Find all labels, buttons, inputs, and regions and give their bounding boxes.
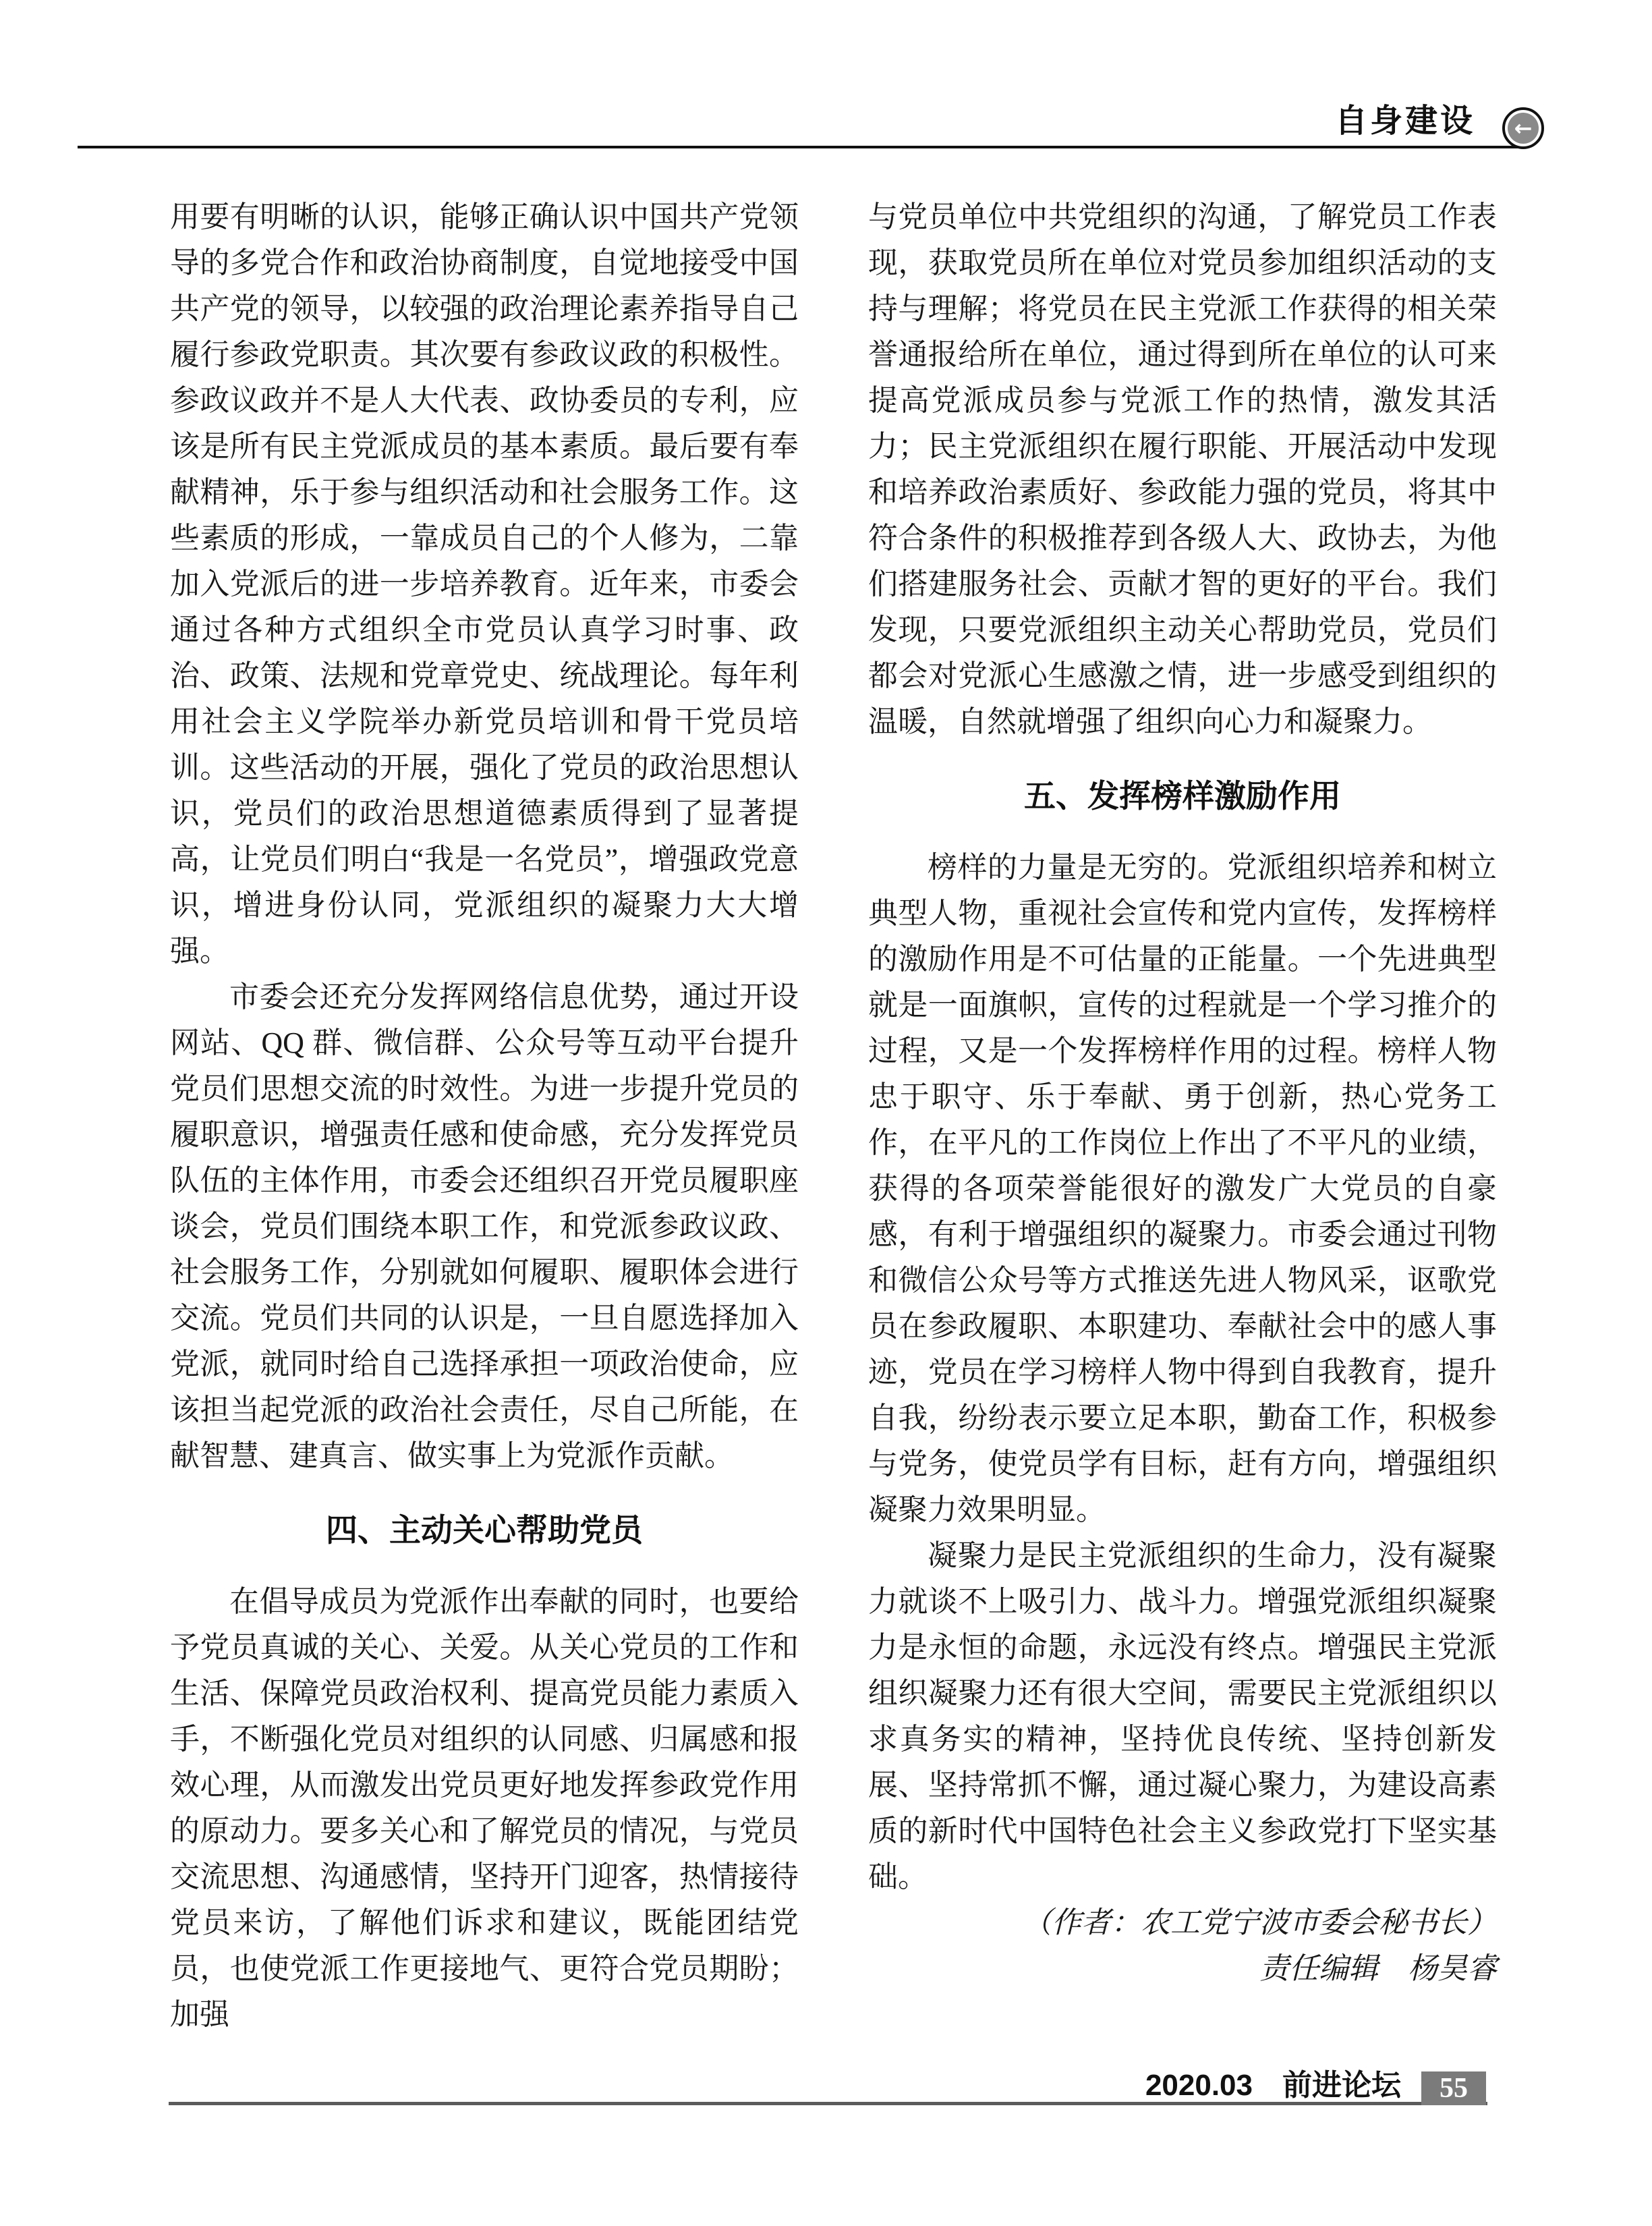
paragraph-continued: 与党员单位中共党组织的沟通，了解党员工作表现，获取党员所在单位对党员参加组织活动的支持与理解；将党员在民主党派工作获得的相关荣誉通报给所在单位，通过得到所在单位的认可来提高党派成员参与党派工作的热情，激发其活力；民主党派组织在履行职能、开展活动中发现和培养政治素质好、参政能力强的党员，将其中符合条件的积极推荐到各级人大、政协去，为他们搭建服务社会、贡献才智的更好的平台。我们发现，只要党派组织主动关心帮助党员，党员们都会对党派心生感激之情，进一步感受到组织的温暖，自然就增强了组织向心力和凝聚力。 xyxy=(868,200,1497,738)
footer-issue: 2020.03 xyxy=(1145,2069,1253,2102)
paragraph-continued: 用要有明晰的认识，能够正确认识中国共产党领导的多党合作和政治协商制度，自觉地接受中国共产党的领导，以较强的政治理论素养指导自己履行参政党职责。其次要有参政议政的积极性。参政议政并不是人大代表、政协委员的专利，应该是所有民主党派成员的基本素质。最后要有奉献精神，乐于参与组织活动和社会服务工作。这些素质的形成，一靠成员自己的个人修为，二靠加入党派后的进一步培养教育。近年来，市委会通过各种方式组织全市党员认真学习时事、政治、政策、法规和党章党史、统战理论。每年利用社会主义学院举办新党员培训和骨干党员培训。这些活动的开展，强化了党员的政治思想认识，党员们的政治思想道德素质得到了显著提高，让党员们明白“我是一名党员”，增强政党意识，增进身份认同，党派组织的凝聚力大大增强。 xyxy=(170,200,799,968)
right-column xyxy=(868,194,1497,1992)
paragraph: 在倡导成员为党派作出奉献的同时，也要给予党员真诚的关心、关爱。从关心党员的工作和生活、保障党员政治权利、提高党员能力素质入手，不断强化党员对组织的认同感、归属感和报效心理，从而激发出党员更好地发挥参政党作用的原动力。要多关心和了解党员的情况，与党员交流思想、沟通感情，坚持开门迎客，热情接待党员来访，了解他们诉求和建议，既能团结党员，也使党派工作更接地气、更符合党员期盼；加强 xyxy=(170,1585,799,2031)
editor-line: 责任编辑 杨昊睿 xyxy=(1259,1952,1497,1985)
back-arrow-icon xyxy=(1502,107,1544,149)
header-rule xyxy=(78,146,1523,148)
footer-text xyxy=(1145,2069,1401,2103)
section-heading-5: 五、发挥榜样激励作用 xyxy=(1024,778,1341,814)
page-number-badge: 55 xyxy=(1421,2071,1486,2105)
section-heading-4: 四、主动关心帮助党员 xyxy=(326,1512,643,1548)
paragraph: 凝聚力是民主党派组织的生命力，没有凝聚力就谈不上吸引力、战斗力。增强党派组织凝聚力是永恒的命题，永远没有终点。增强民主党派组织凝聚力还有很大空间，需要民主党派组织以求真务实的精神，坚持优良传统、坚持创新发展、坚持常抓不懈，通过凝心聚力，为建设高素质的新时代中国特色社会主义参政党打下坚实基础。 xyxy=(868,1539,1497,1893)
left-column xyxy=(170,194,799,2038)
section-title: 自身建设 xyxy=(1334,103,1475,139)
author-line: （作者：农工党宁波市委会秘书长） xyxy=(1022,1906,1497,1939)
arrow-left-glyph: ← xyxy=(1508,113,1539,144)
paragraph: 榜样的力量是无穷的。党派组织培养和树立典型人物，重视社会宣传和党内宣传，发挥榜样的激励作用是不可估量的正能量。一个先进典型就是一面旗帜，宣传的过程就是一个学习推介的过程，又是一个发挥榜样作用的过程。榜样人物忠于职守、乐于奉献、勇于创新，热心党务工作，在平凡的工作岗位上作出了不平凡的业绩，获得的各项荣誉能很好的激发广大党员的自豪感，有利于增强组织的凝聚力。市委会通过刊物和微信公众号等方式推送先进人物风采，讴歌党员在参政履职、本职建功、奉献社会中的感人事迹，党员在学习榜样人物中得到自我教育，提升自我，纷纷表示要立足本职，勤奋工作，积极参与党务，使党员学有目标，赶有方向，增强组织凝聚力效果明显。 xyxy=(868,851,1497,1526)
paragraph: 市委会还充分发挥网络信息优势，通过开设网站、QQ 群、微信群、公众号等互动平台提升党员们思想交流的时效性。为进一步提升党员的履职意识，增强责任感和使命感，充分发挥党员队伍的主体作用，市委会还组织召开党员履职座谈会，党员们围绕本职工作，和党派参政议政、社会服务工作，分别就如何履职、履职体会进行交流。党员们共同的认识是，一旦自愿选择加入党派，就同时给自己选择承担一项政治使命，应该担当起党派的政治社会责任，尽自己所能，在献智慧、建真言、做实事上为党派作贡献。 xyxy=(170,980,799,1472)
footer-journal-title: 前进论坛 xyxy=(1282,2069,1401,2102)
